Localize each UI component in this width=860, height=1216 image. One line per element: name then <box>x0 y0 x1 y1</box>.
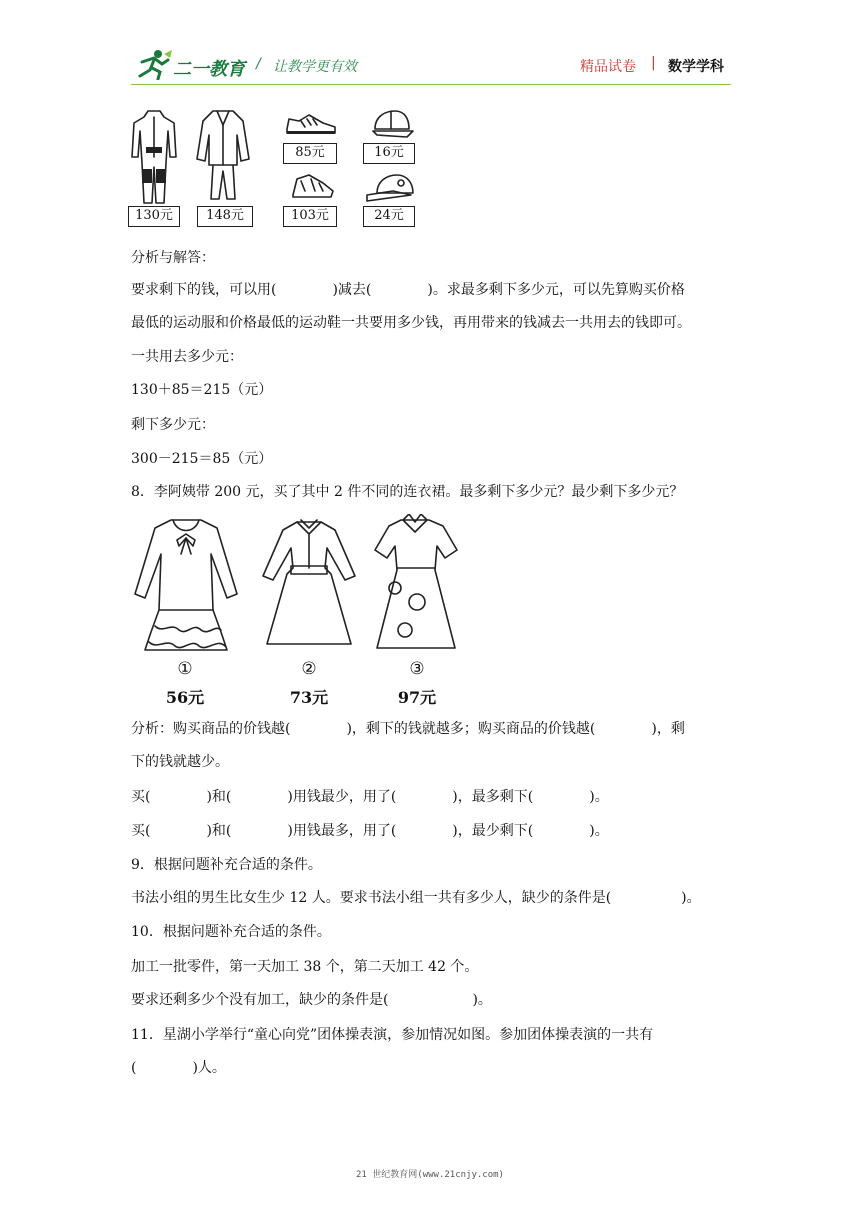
header-label: 精品试卷 <box>580 59 636 75</box>
calculation: 300－215＝85（元） <box>131 451 273 467</box>
dress-icon <box>371 514 461 654</box>
question-10-text: 要求还剩多少个没有加工，缺少的条件是( )。 <box>131 992 492 1008</box>
price-tag: 24元 <box>363 206 415 227</box>
price-tag: 16元 <box>363 143 415 164</box>
dress-icon <box>131 514 241 654</box>
dress-price: 56元 <box>165 688 205 707</box>
answer-line: 买( )和( )用钱最多，用了( )，最少剩下( )。 <box>131 823 609 839</box>
question-9-text: 书法小组的男生比女生少 12 人。要求书法小组一共有多少人，缺少的条件是( )。 <box>131 890 701 906</box>
analysis-text: 要求剩下的钱，可以用( )减去( )。求最多剩下多少元，可以先算购买价格 <box>131 282 685 298</box>
dress-number: ① <box>177 659 193 679</box>
calculation: 130＋85＝215（元） <box>131 382 273 398</box>
analysis-label: 分析与解答： <box>131 250 215 266</box>
clothing-figure <box>125 105 425 235</box>
dress-icon <box>261 516 357 650</box>
price-tag: 130元 <box>128 206 180 227</box>
question-8: 8．李阿姨带 200 元，买了其中 2 件不同的连衣裙。最多剩下多少元？最少剩下多少元？ <box>131 484 684 500</box>
analysis-text: 最低的运动服和价格最低的运动鞋一共要用多少钱，再用带来的钱减去一共用去的钱即可。 <box>131 315 691 331</box>
header-separator: | <box>651 55 656 71</box>
price-tag: 85元 <box>283 143 337 164</box>
answer-line: 买( )和( )用钱最少，用了( )，最多剩下( )。 <box>131 789 609 805</box>
cap-icon <box>365 171 417 205</box>
slogan: 让教学更有效 <box>273 59 357 75</box>
footer: 21 世纪教育网(www.21cnjy.com) <box>356 1170 504 1180</box>
dress-price: 97元 <box>397 688 437 707</box>
header-rule <box>131 84 731 85</box>
cap-icon <box>369 107 417 139</box>
question-10-text: 加工一批零件，第一天加工 38 个，第二天加工 42 个。 <box>131 959 479 975</box>
analysis-text: 下的钱就越少。 <box>131 754 229 770</box>
analysis-text: 一共用去多少元： <box>131 349 243 365</box>
logo-runner-icon <box>134 48 174 80</box>
price-tag: 148元 <box>197 206 253 227</box>
dress-number: ③ <box>409 659 425 679</box>
analysis-text: 分析：购买商品的价钱越( )，剩下的钱就越多；购买商品的价钱越( )，剩 <box>131 721 685 737</box>
header-subject: 数学学科 <box>668 59 724 75</box>
question-11-text: ( )人。 <box>131 1060 226 1076</box>
sneaker-icon <box>283 111 339 137</box>
question-10-title: 10．根据问题补充合适的条件。 <box>131 924 331 940</box>
coat-icon <box>195 107 251 207</box>
sandal-icon <box>287 169 337 203</box>
dress-number: ② <box>301 659 317 679</box>
dress-figure <box>125 512 465 712</box>
question-9-title: 9．根据问题补充合适的条件。 <box>131 857 322 873</box>
header <box>0 0 860 90</box>
analysis-text: 剩下多少元： <box>131 417 215 433</box>
question-11-text: 11．星湖小学举行“童心向党”团体操表演，参加情况如图。参加团体操表演的一共有 <box>131 1027 654 1043</box>
header-separator-slash: / <box>256 56 261 72</box>
price-tag: 103元 <box>283 206 337 227</box>
logo-text: 二一教育 <box>173 59 245 80</box>
tracksuit-icon <box>130 107 178 207</box>
dress-price: 73元 <box>289 688 329 707</box>
